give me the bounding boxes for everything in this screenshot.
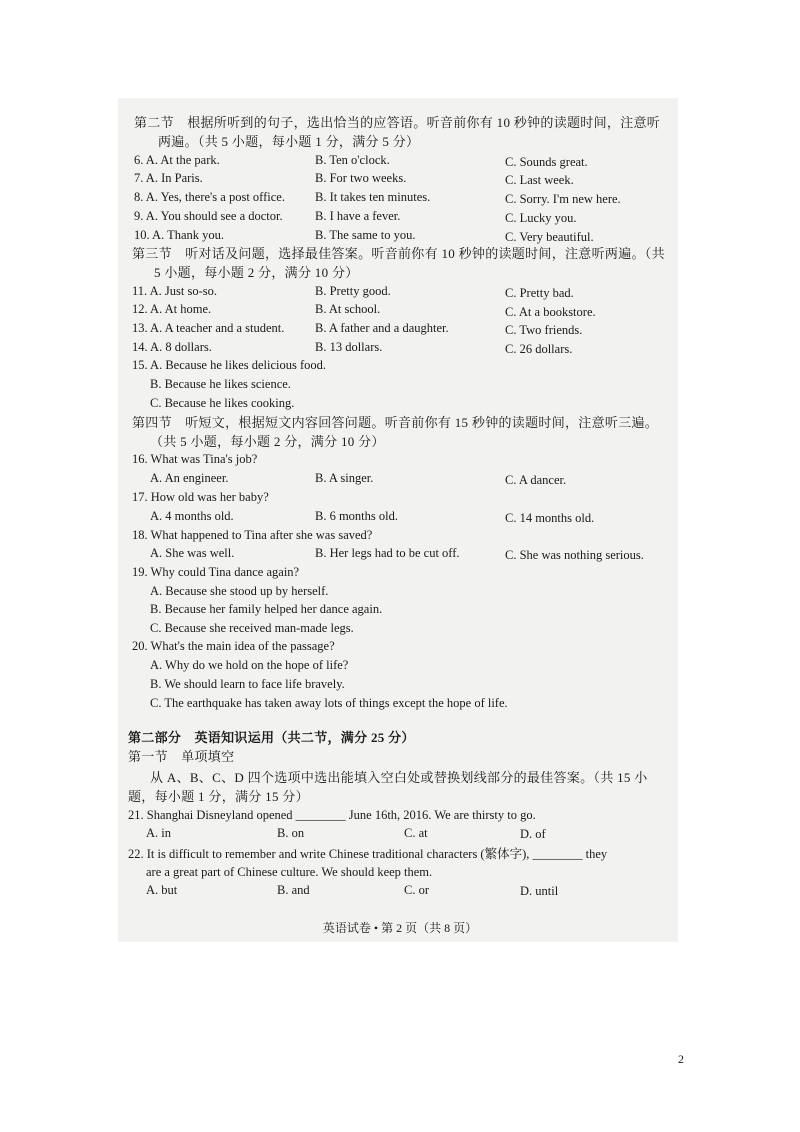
section-3-title-cont: 5 小题，每小题 2 分，满分 10 分） — [154, 265, 359, 280]
q15-option-b: B. Because he likes science. — [150, 377, 291, 391]
q20-option-b: B. We should learn to face life bravely. — [150, 677, 345, 691]
q14-option-b: B. 13 dollars. — [315, 340, 383, 354]
q22-option-b: B. and — [277, 883, 310, 897]
q16-question: 16. What was Tina's job? — [132, 452, 258, 466]
q13-option-b: B. A father and a daughter. — [315, 321, 449, 335]
q11-option-a: 11. A. Just so-so. — [132, 284, 217, 298]
q6-option-a: 6. A. At the park. — [134, 153, 220, 167]
q19-option-b: B. Because her family helped her dance again. — [150, 602, 383, 616]
q7-option-c: C. Last week. — [505, 173, 574, 187]
q20-question: 20. What's the main idea of the passage? — [132, 639, 335, 653]
q21-question: 21. Shanghai Disneyland opened ________ June 16th, 2016. We are thirsty to go. — [128, 808, 536, 822]
q11-option-b: B. Pretty good. — [315, 284, 391, 298]
q16-option-a: A. An engineer. — [150, 471, 229, 485]
q10-option-c: C. Very beautiful. — [505, 230, 594, 244]
q8-option-b: B. It takes ten minutes. — [315, 190, 431, 204]
q19-option-c: C. Because she received man-made legs. — [150, 621, 354, 635]
q22-option-d: D. until — [520, 884, 559, 898]
q6-option-c: C. Sounds great. — [505, 155, 588, 169]
q13-option-a: 13. A. A teacher and a student. — [132, 321, 285, 335]
q17-question: 17. How old was her baby? — [132, 490, 269, 504]
q14-option-c: C. 26 dollars. — [505, 342, 573, 356]
q16-option-b: B. A singer. — [315, 471, 374, 485]
q15-option-c: C. Because he likes cooking. — [150, 396, 295, 410]
q12-option-c: C. At a bookstore. — [505, 305, 596, 319]
q18-question: 18. What happened to Tina after she was saved? — [132, 528, 373, 542]
section-4-title-cont: （共 5 小题，每小题 2 分，满分 10 分） — [150, 434, 385, 449]
q22-question: 22. It is difficult to remember and write Chinese traditional characters (繁体字), ________ they — [128, 847, 608, 861]
q20-option-a: A. Why do we hold on the hope of life? — [150, 658, 349, 672]
q19-question: 19. Why could Tina dance again? — [132, 565, 300, 579]
q21-option-c: C. at — [404, 826, 428, 840]
q22-option-a: A. but — [146, 883, 178, 897]
q21-option-a: A. in — [146, 826, 171, 840]
q11-option-c: C. Pretty bad. — [505, 286, 574, 300]
q19-option-a: A. Because she stood up by herself. — [150, 584, 329, 598]
q12-option-b: B. At school. — [315, 302, 381, 316]
q7-option-b: B. For two weeks. — [315, 171, 407, 185]
part-2-subsection: 第一节 单项填空 — [128, 749, 235, 764]
q9-option-c: C. Lucky you. — [505, 211, 577, 225]
q20-option-c: C. The earthquake has taken away lots of things except the hope of life. — [150, 696, 508, 710]
q8-option-a: 8. A. Yes, there's a post office. — [134, 190, 285, 204]
q22-option-c: C. or — [404, 883, 429, 897]
part-2-instructions-cont: 题，每小题 1 分，满分 15 分） — [128, 789, 309, 804]
q8-option-c: C. Sorry. I'm new here. — [505, 192, 621, 206]
q9-option-a: 9. A. You should see a doctor. — [134, 209, 283, 223]
q14-option-a: 14. A. 8 dollars. — [132, 340, 212, 354]
page-footer: 英语试卷 • 第 2 页（共 8 页） — [322, 921, 478, 935]
section-2-title-cont: 两遍。（共 5 小题，每小题 1 分，满分 5 分） — [158, 134, 420, 149]
q16-option-c: C. A dancer. — [505, 473, 567, 487]
q10-option-b: B. The same to you. — [315, 228, 416, 242]
q21-option-b: B. on — [277, 826, 305, 840]
part-2-instructions: 从 A、B、C、D 四个选项中选出能填入空白处或替换划线部分的最佳答案。（共 15 小 — [150, 770, 648, 785]
q7-option-a: 7. A. In Paris. — [134, 171, 203, 185]
q17-option-b: B. 6 months old. — [315, 509, 398, 523]
part-2-title: 第二部分 英语知识运用（共二节，满分 25 分） — [128, 730, 415, 745]
q15-option-a: 15. A. Because he likes delicious food. — [132, 358, 327, 372]
q12-option-a: 12. A. At home. — [132, 302, 212, 316]
section-3-title: 第三节 听对话及问题，选择最佳答案。听音前你有 10 秒钟的读题时间，注意听两遍。（共 — [132, 246, 665, 261]
q13-option-c: C. Two friends. — [505, 323, 583, 337]
q18-option-b: B. Her legs had to be cut off. — [315, 546, 460, 560]
q9-option-b: B. I have a fever. — [315, 209, 401, 223]
q22-question-cont: are a great part of Chinese culture. We should keep them. — [146, 865, 433, 879]
q10-option-a: 10. A. Thank you. — [134, 228, 225, 242]
section-4-title: 第四节 听短文，根据短文内容回答问题。听音前你有 15 秒钟的读题时间，注意听三遍。 — [132, 415, 659, 430]
page-number: 2 — [678, 1052, 684, 1066]
q17-option-a: A. 4 months old. — [150, 509, 234, 523]
q17-option-c: C. 14 months old. — [505, 511, 595, 525]
q6-option-b: B. Ten o'clock. — [315, 153, 390, 167]
q18-option-a: A. She was well. — [150, 546, 235, 560]
section-2-title: 第二节 根据所听到的句子，选出恰当的应答语。听音前你有 10 秒钟的读题时间，注意听 — [134, 115, 661, 130]
q21-option-d: D. of — [520, 827, 546, 841]
q18-option-c: C. She was nothing serious. — [505, 548, 644, 562]
